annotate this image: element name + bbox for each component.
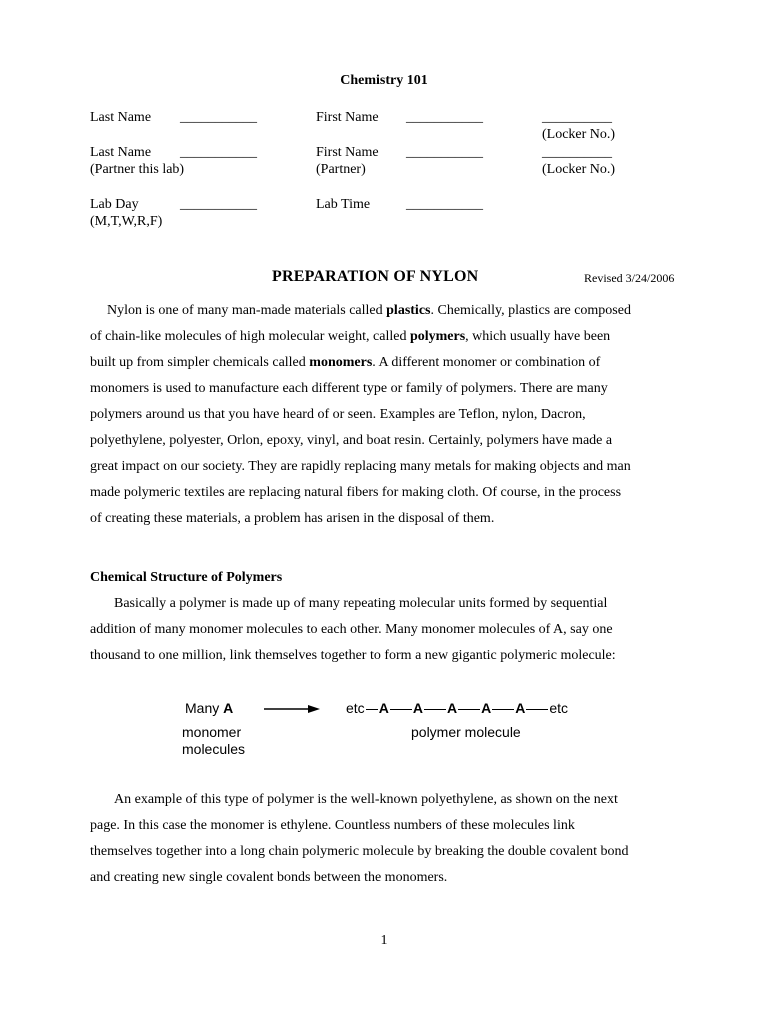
chain-bond	[390, 709, 412, 710]
chain-bond	[458, 709, 480, 710]
intro-line: of creating these materials, a problem has arisen in the disposal of them.	[90, 511, 495, 526]
chain-etc-right: etc	[549, 700, 568, 716]
intro-line: polyethylene, polyester, Orlon, epoxy, vinyl, and boat resin. Certainly, polymers have made a	[90, 433, 613, 448]
example-line: themselves together into a long chain polymeric molecule by breaking the double covalent bond	[90, 844, 629, 859]
lab-day-field[interactable]: ___________	[180, 197, 257, 212]
first-name-field[interactable]: ___________	[406, 110, 483, 125]
chain-unit-a: A	[378, 700, 389, 716]
chain-bond	[366, 709, 378, 710]
lab-time-label: Lab Time	[316, 197, 371, 212]
intro-line: great impact on our society. They are rapidly replacing many metals for making objects and man	[90, 459, 631, 474]
partner-locker-field[interactable]: __________	[542, 145, 612, 160]
chain-unit-a: A	[481, 700, 492, 716]
chain-unit-a: A	[446, 700, 458, 716]
chain-bond	[492, 709, 514, 710]
intro-line: of chain-like molecules of high molecular weight, called polymers, which usually have been	[90, 329, 611, 344]
intro-line: polymers around us that you have heard of or seen. Examples are Teflon, nylon, Dacron,	[90, 407, 586, 422]
partner-last-name-field[interactable]: ___________	[180, 145, 257, 160]
last-name-field[interactable]: ___________	[180, 110, 257, 125]
revised-date: Revised 3/24/2006	[584, 271, 675, 285]
chain-etc-left: etc	[346, 700, 365, 716]
example-line: page. In this case the monomer is ethylene. Countless numbers of these molecules link	[90, 818, 575, 833]
polymer-chain	[346, 700, 568, 716]
document-title: PREPARATION OF NYLON	[272, 268, 479, 285]
locker-label: (Locker No.)	[542, 127, 616, 142]
first-name-label: First Name	[316, 110, 379, 125]
partner-first-name-field[interactable]: ___________	[406, 145, 483, 160]
intro-line: built up from simpler chemicals called monomers. A different monomer or combination of	[90, 355, 601, 370]
equation-reactant: Many A	[185, 700, 234, 716]
last-name-label: Last Name	[90, 110, 152, 125]
chain-unit-a: A	[412, 700, 423, 716]
section-heading: Chemical Structure of Polymers	[90, 570, 283, 585]
structure-line: Basically a polymer is made up of many repeating molecular units formed by sequential	[114, 596, 608, 611]
partner-first-name-sublabel: (Partner)	[316, 162, 366, 177]
monomer-label: monomer molecules	[182, 724, 246, 757]
lab-time-field[interactable]: ___________	[406, 197, 483, 212]
reaction-arrow-icon	[262, 703, 322, 715]
polymer-label: polymer molecule	[411, 724, 521, 740]
locker-field[interactable]: __________	[542, 110, 612, 125]
chain-unit-a: A	[515, 700, 526, 716]
chain-bond	[526, 709, 548, 710]
example-line: and creating new single covalent bonds between the monomers.	[90, 870, 448, 885]
example-line: An example of this type of polymer is the well-known polyethylene, as shown on the next	[114, 792, 618, 807]
intro-line: Nylon is one of many man-made materials called plastics. Chemically, plastics are composed	[107, 303, 631, 318]
structure-line: thousand to one million, link themselves together to form a new gigantic polymeric molecule:	[90, 648, 616, 663]
partner-first-name-label: First Name	[316, 145, 379, 160]
page-number: 1	[380, 933, 388, 948]
structure-line: addition of many monomer molecules to each other. Many monomer molecules of A, say one	[90, 622, 613, 637]
lab-day-label: Lab Day	[90, 197, 139, 212]
partner-last-name-label: Last Name	[90, 145, 152, 160]
intro-line: made polymeric textiles are replacing natural fibers for making cloth. Of course, in the process	[90, 485, 622, 500]
course-title: Chemistry 101	[340, 73, 428, 88]
chain-bond	[424, 709, 446, 710]
partner-locker-label: (Locker No.)	[542, 162, 616, 177]
lab-day-sublabel: (M,T,W,R,F)	[90, 214, 163, 229]
intro-line: monomers is used to manufacture each different type or family of polymers. There are many	[90, 381, 608, 396]
partner-last-name-sublabel: (Partner this lab)	[90, 162, 185, 177]
